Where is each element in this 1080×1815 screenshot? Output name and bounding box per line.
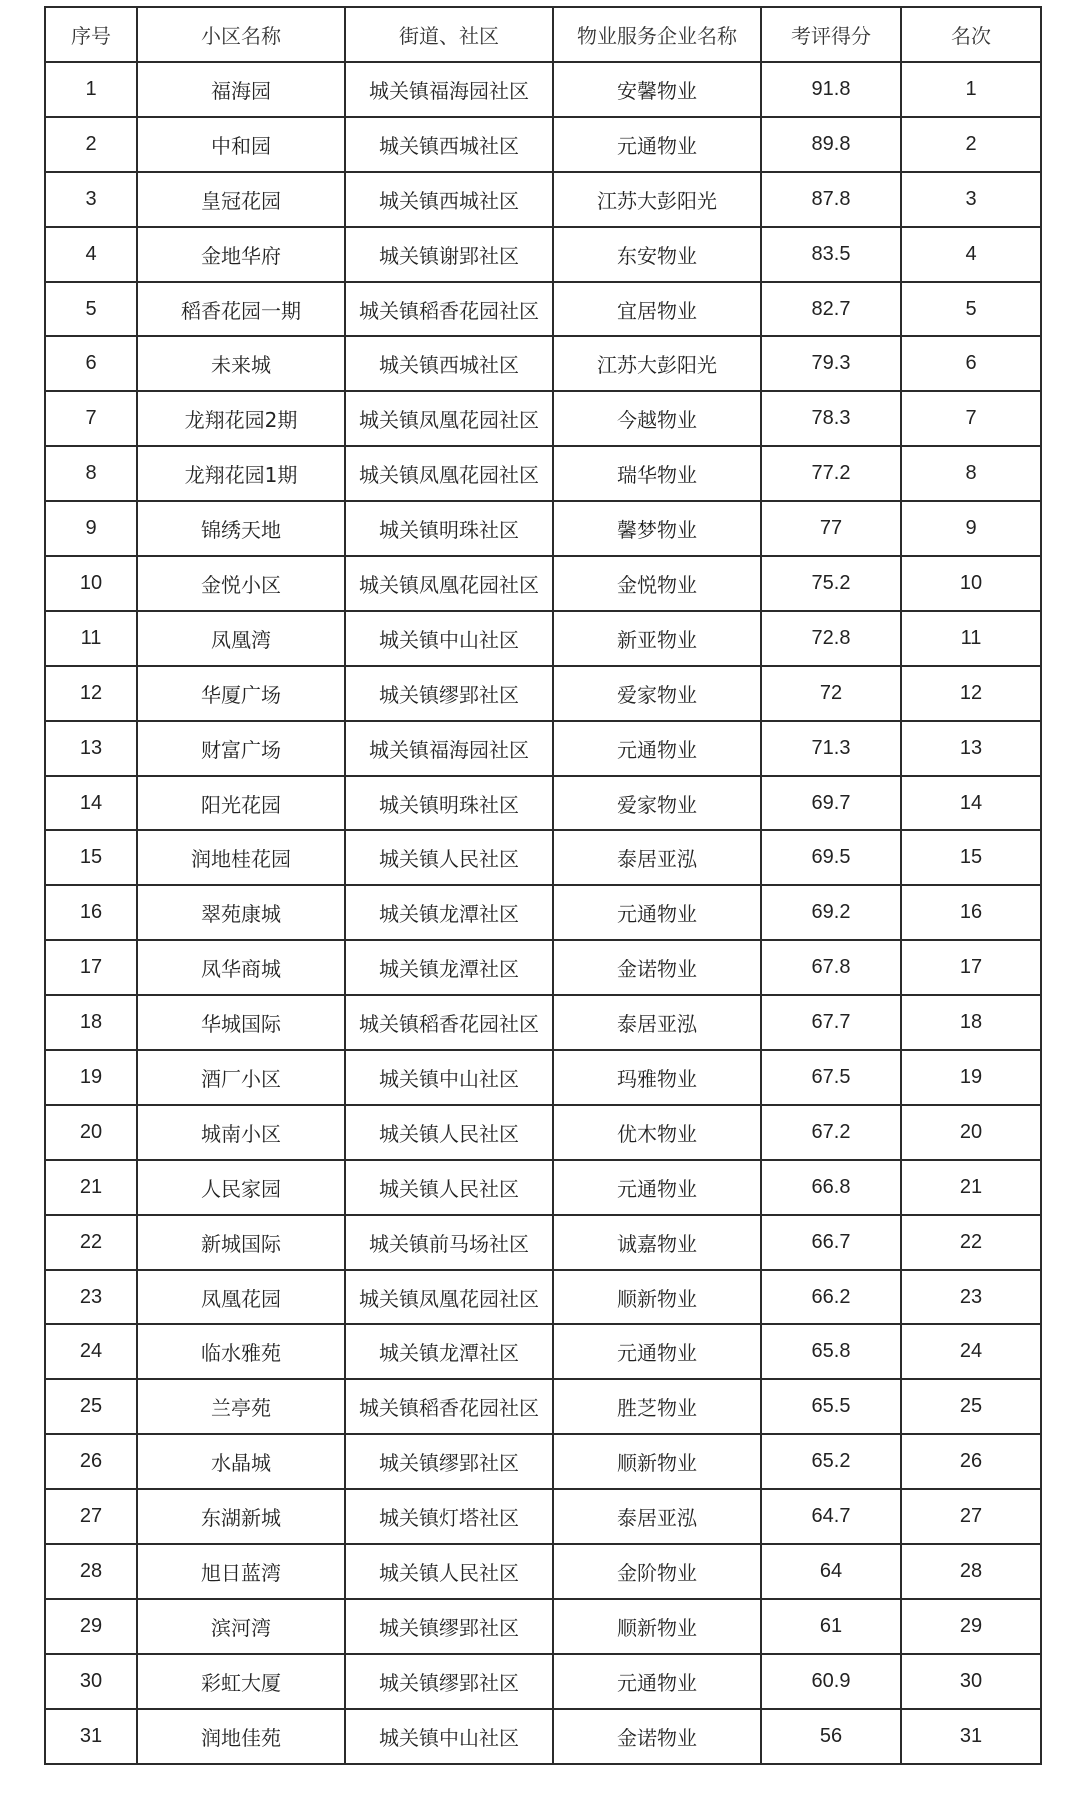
cell-rank: 6 [901,336,1041,391]
cell-score: 91.8 [761,62,901,117]
cell-property-company: 顺新物业 [553,1270,761,1325]
cell-community-name: 凤华商城 [137,940,345,995]
cell-street-community: 城关镇缪郢社区 [345,1654,553,1709]
cell-rank: 7 [901,391,1041,446]
cell-community-name: 彩虹大厦 [137,1654,345,1709]
cell-serial-number: 26 [45,1434,137,1489]
table-row [45,1105,1041,1160]
cell-score: 64.7 [761,1489,901,1544]
cell-serial-number: 12 [45,666,137,721]
cell-score: 67.2 [761,1105,901,1160]
cell-score: 78.3 [761,391,901,446]
table-row [45,1160,1041,1215]
cell-score: 89.8 [761,117,901,172]
cell-community-name: 金地华府 [137,227,345,282]
table-row [45,446,1041,501]
cell-street-community: 城关镇龙潭社区 [345,940,553,995]
cell-rank: 1 [901,62,1041,117]
cell-score: 82.7 [761,282,901,337]
cell-rank: 22 [901,1215,1041,1270]
cell-community-name: 人民家园 [137,1160,345,1215]
cell-community-name: 东湖新城 [137,1489,345,1544]
cell-serial-number: 27 [45,1489,137,1544]
cell-score: 64 [761,1544,901,1599]
cell-serial-number: 29 [45,1599,137,1654]
cell-property-company: 瑞华物业 [553,446,761,501]
cell-community-name: 翠苑康城 [137,885,345,940]
table-row [45,776,1041,831]
cell-property-company: 金悦物业 [553,556,761,611]
cell-serial-number: 15 [45,830,137,885]
cell-rank: 16 [901,885,1041,940]
cell-street-community: 城关镇福海园社区 [345,721,553,776]
cell-community-name: 润地桂花园 [137,830,345,885]
cell-street-community: 城关镇中山社区 [345,1050,553,1105]
cell-serial-number: 23 [45,1270,137,1325]
cell-rank: 15 [901,830,1041,885]
table-row [45,1379,1041,1434]
cell-property-company: 金诺物业 [553,940,761,995]
cell-community-name: 华城国际 [137,995,345,1050]
table-row [45,611,1041,666]
cell-score: 69.2 [761,885,901,940]
cell-street-community: 城关镇龙潭社区 [345,885,553,940]
cell-street-community: 城关镇中山社区 [345,1709,553,1764]
cell-property-company: 顺新物业 [553,1599,761,1654]
table-row [45,1324,1041,1379]
ranking-table [44,6,1042,1765]
cell-street-community: 城关镇中山社区 [345,611,553,666]
cell-score: 66.2 [761,1270,901,1325]
cell-property-company: 元通物业 [553,721,761,776]
cell-score: 67.5 [761,1050,901,1105]
cell-score: 65.8 [761,1324,901,1379]
header-serial-number: 序号 [45,7,137,62]
cell-rank: 23 [901,1270,1041,1325]
table-row [45,391,1041,446]
cell-serial-number: 24 [45,1324,137,1379]
table-row [45,1709,1041,1764]
cell-property-company: 今越物业 [553,391,761,446]
cell-rank: 12 [901,666,1041,721]
cell-property-company: 泰居亚泓 [553,995,761,1050]
cell-property-company: 诚嘉物业 [553,1215,761,1270]
cell-street-community: 城关镇凤凰花园社区 [345,556,553,611]
cell-property-company: 江苏大彭阳光 [553,172,761,227]
cell-street-community: 城关镇缪郢社区 [345,1599,553,1654]
cell-street-community: 城关镇龙潭社区 [345,1324,553,1379]
cell-rank: 4 [901,227,1041,282]
cell-community-name: 凤凰湾 [137,611,345,666]
cell-street-community: 城关镇凤凰花园社区 [345,446,553,501]
cell-rank: 31 [901,1709,1041,1764]
cell-street-community: 城关镇稻香花园社区 [345,282,553,337]
header-rank: 名次 [901,7,1041,62]
table-row [45,666,1041,721]
cell-community-name: 龙翔花园2期 [137,391,345,446]
cell-score: 72.8 [761,611,901,666]
cell-community-name: 稻香花园一期 [137,282,345,337]
cell-score: 56 [761,1709,901,1764]
cell-score: 65.2 [761,1434,901,1489]
cell-rank: 28 [901,1544,1041,1599]
cell-score: 67.8 [761,940,901,995]
cell-street-community: 城关镇西城社区 [345,336,553,391]
cell-property-company: 江苏大彭阳光 [553,336,761,391]
cell-property-company: 泰居亚泓 [553,1489,761,1544]
cell-community-name: 皇冠花园 [137,172,345,227]
cell-community-name: 兰亭苑 [137,1379,345,1434]
cell-community-name: 滨河湾 [137,1599,345,1654]
cell-score: 60.9 [761,1654,901,1709]
cell-serial-number: 6 [45,336,137,391]
cell-community-name: 龙翔花园1期 [137,446,345,501]
cell-serial-number: 11 [45,611,137,666]
cell-score: 65.5 [761,1379,901,1434]
cell-rank: 18 [901,995,1041,1050]
table-row [45,1434,1041,1489]
cell-serial-number: 14 [45,776,137,831]
cell-property-company: 馨梦物业 [553,501,761,556]
cell-serial-number: 18 [45,995,137,1050]
cell-rank: 25 [901,1379,1041,1434]
cell-community-name: 凤凰花园 [137,1270,345,1325]
cell-rank: 20 [901,1105,1041,1160]
cell-serial-number: 22 [45,1215,137,1270]
cell-street-community: 城关镇灯塔社区 [345,1489,553,1544]
cell-serial-number: 2 [45,117,137,172]
cell-serial-number: 7 [45,391,137,446]
cell-property-company: 元通物业 [553,1324,761,1379]
cell-rank: 11 [901,611,1041,666]
cell-community-name: 金悦小区 [137,556,345,611]
cell-property-company: 元通物业 [553,885,761,940]
table-row [45,227,1041,282]
header-street-community: 街道、社区 [345,7,553,62]
cell-property-company: 元通物业 [553,1654,761,1709]
cell-street-community: 城关镇缪郢社区 [345,666,553,721]
cell-serial-number: 10 [45,556,137,611]
cell-rank: 26 [901,1434,1041,1489]
cell-property-company: 金阶物业 [553,1544,761,1599]
cell-property-company: 爱家物业 [553,666,761,721]
table-row [45,1654,1041,1709]
cell-street-community: 城关镇人民社区 [345,1160,553,1215]
table-row [45,721,1041,776]
cell-property-company: 安馨物业 [553,62,761,117]
cell-community-name: 润地佳苑 [137,1709,345,1764]
table-row [45,62,1041,117]
table-row [45,1599,1041,1654]
table-row [45,885,1041,940]
cell-score: 79.3 [761,336,901,391]
cell-rank: 27 [901,1489,1041,1544]
cell-rank: 5 [901,282,1041,337]
table-row [45,1215,1041,1270]
cell-street-community: 城关镇缪郢社区 [345,1434,553,1489]
cell-rank: 17 [901,940,1041,995]
table-row [45,282,1041,337]
table-row [45,172,1041,227]
cell-community-name: 新城国际 [137,1215,345,1270]
cell-rank: 9 [901,501,1041,556]
cell-street-community: 城关镇前马场社区 [345,1215,553,1270]
cell-property-company: 元通物业 [553,1160,761,1215]
cell-community-name: 财富广场 [137,721,345,776]
cell-serial-number: 13 [45,721,137,776]
cell-rank: 21 [901,1160,1041,1215]
cell-serial-number: 28 [45,1544,137,1599]
cell-street-community: 城关镇人民社区 [345,1105,553,1160]
cell-street-community: 城关镇稻香花园社区 [345,1379,553,1434]
cell-score: 69.5 [761,830,901,885]
cell-community-name: 阳光花园 [137,776,345,831]
table-row [45,1489,1041,1544]
cell-property-company: 优木物业 [553,1105,761,1160]
cell-community-name: 中和园 [137,117,345,172]
cell-property-company: 玛雅物业 [553,1050,761,1105]
cell-community-name: 未来城 [137,336,345,391]
table-row [45,1270,1041,1325]
cell-rank: 3 [901,172,1041,227]
cell-property-company: 爱家物业 [553,776,761,831]
table-row [45,1050,1041,1105]
header-score: 考评得分 [761,7,901,62]
table-row [45,1544,1041,1599]
cell-serial-number: 21 [45,1160,137,1215]
table-row [45,995,1041,1050]
cell-score: 83.5 [761,227,901,282]
cell-street-community: 城关镇凤凰花园社区 [345,391,553,446]
cell-property-company: 泰居亚泓 [553,830,761,885]
cell-community-name: 福海园 [137,62,345,117]
cell-score: 77.2 [761,446,901,501]
cell-score: 66.8 [761,1160,901,1215]
cell-serial-number: 3 [45,172,137,227]
cell-rank: 29 [901,1599,1041,1654]
cell-property-company: 金诺物业 [553,1709,761,1764]
cell-community-name: 旭日蓝湾 [137,1544,345,1599]
cell-street-community: 城关镇西城社区 [345,172,553,227]
header-property-company: 物业服务企业名称 [553,7,761,62]
cell-property-company: 胜芝物业 [553,1379,761,1434]
cell-community-name: 锦绣天地 [137,501,345,556]
cell-property-company: 新亚物业 [553,611,761,666]
cell-community-name: 城南小区 [137,1105,345,1160]
cell-score: 71.3 [761,721,901,776]
cell-score: 72 [761,666,901,721]
cell-community-name: 酒厂小区 [137,1050,345,1105]
cell-property-company: 宜居物业 [553,282,761,337]
cell-score: 75.2 [761,556,901,611]
cell-serial-number: 16 [45,885,137,940]
cell-rank: 10 [901,556,1041,611]
table-header-row [45,7,1041,62]
cell-rank: 24 [901,1324,1041,1379]
table-row [45,501,1041,556]
cell-street-community: 城关镇明珠社区 [345,501,553,556]
table-body [45,62,1041,1764]
cell-serial-number: 8 [45,446,137,501]
cell-street-community: 城关镇明珠社区 [345,776,553,831]
cell-serial-number: 25 [45,1379,137,1434]
cell-score: 87.8 [761,172,901,227]
cell-rank: 19 [901,1050,1041,1105]
cell-community-name: 华厦广场 [137,666,345,721]
table-row [45,830,1041,885]
cell-rank: 14 [901,776,1041,831]
cell-score: 77 [761,501,901,556]
cell-street-community: 城关镇稻香花园社区 [345,995,553,1050]
cell-street-community: 城关镇西城社区 [345,117,553,172]
cell-street-community: 城关镇人民社区 [345,1544,553,1599]
cell-rank: 2 [901,117,1041,172]
cell-street-community: 城关镇福海园社区 [345,62,553,117]
cell-serial-number: 30 [45,1654,137,1709]
cell-serial-number: 4 [45,227,137,282]
cell-community-name: 水晶城 [137,1434,345,1489]
cell-score: 67.7 [761,995,901,1050]
table-row [45,336,1041,391]
cell-street-community: 城关镇凤凰花园社区 [345,1270,553,1325]
cell-rank: 8 [901,446,1041,501]
cell-street-community: 城关镇谢郢社区 [345,227,553,282]
cell-score: 66.7 [761,1215,901,1270]
cell-rank: 13 [901,721,1041,776]
cell-community-name: 临水雅苑 [137,1324,345,1379]
table-row [45,556,1041,611]
cell-property-company: 顺新物业 [553,1434,761,1489]
cell-property-company: 元通物业 [553,117,761,172]
cell-serial-number: 20 [45,1105,137,1160]
cell-serial-number: 1 [45,62,137,117]
table-row [45,940,1041,995]
cell-serial-number: 5 [45,282,137,337]
header-community-name: 小区名称 [137,7,345,62]
cell-serial-number: 31 [45,1709,137,1764]
cell-serial-number: 17 [45,940,137,995]
cell-serial-number: 19 [45,1050,137,1105]
cell-score: 61 [761,1599,901,1654]
cell-street-community: 城关镇人民社区 [345,830,553,885]
cell-score: 69.7 [761,776,901,831]
table-row [45,117,1041,172]
cell-property-company: 东安物业 [553,227,761,282]
cell-rank: 30 [901,1654,1041,1709]
cell-serial-number: 9 [45,501,137,556]
